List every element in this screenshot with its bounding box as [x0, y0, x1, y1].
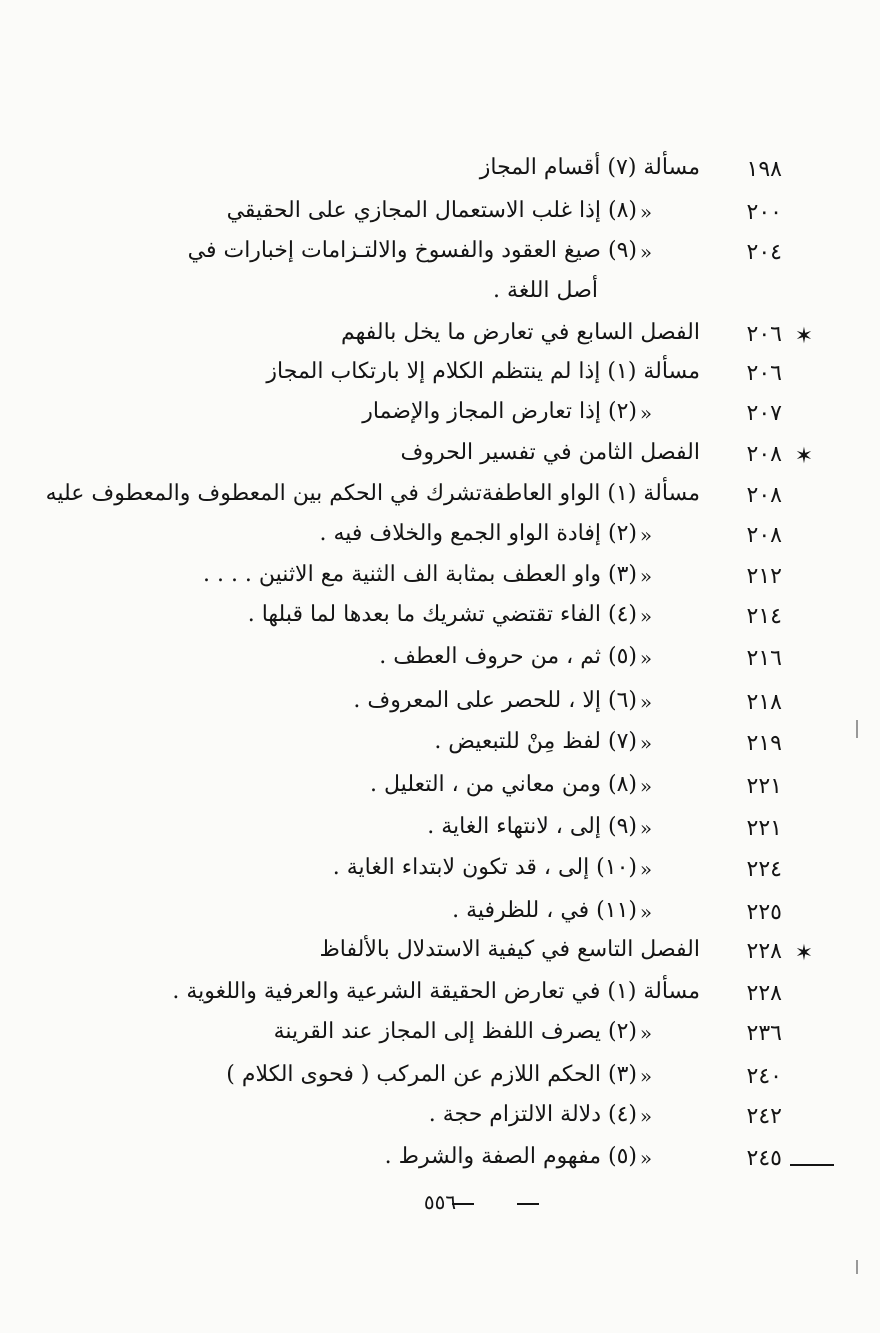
page-ref: ٢١٨	[746, 690, 782, 715]
star-mark-icon: ✶	[794, 444, 814, 469]
toc-row	[0, 278, 880, 320]
page-ref: ١٩٨	[746, 157, 782, 182]
toc-row	[0, 600, 880, 642]
page-ref: ٢٢٥	[746, 900, 782, 925]
ditto-mark: «	[639, 401, 653, 425]
entry-title: (٤) دلالة الالتزام حجة .	[428, 1102, 637, 1127]
toc-row	[0, 397, 880, 439]
toc-row	[0, 1017, 880, 1059]
toc-row	[0, 153, 880, 195]
entry-title: (٢) إفادة الواو الجمع والخلاف فيه .	[319, 521, 637, 546]
page-ref: ٢٤٥	[746, 1146, 782, 1171]
entry-title: (٨) ومن معاني من ، التعليل .	[370, 772, 637, 797]
star-mark-icon: ✶	[794, 941, 814, 966]
page-ref: ٢٠٤	[746, 240, 782, 265]
toc-row	[0, 853, 880, 895]
page-ref: ٢٤٢	[746, 1104, 782, 1129]
page-ref: ٢٢٨	[746, 939, 782, 964]
margin-mark	[856, 1260, 858, 1274]
toc-row	[0, 686, 880, 728]
chapter-title: الفصل التاسع في كيفية الاستدلال بالألفاظ	[319, 937, 700, 962]
margin-mark	[856, 720, 858, 738]
page-ref: ٢٠٨	[746, 442, 782, 467]
toc-row	[0, 519, 880, 561]
ditto-mark: «	[639, 523, 653, 547]
margin-dash-mark	[790, 1164, 834, 1166]
ditto-mark: «	[639, 731, 653, 755]
page-ref: ٢٣٦	[746, 1021, 782, 1046]
footer-rule-right	[517, 1203, 539, 1205]
toc-row	[0, 236, 880, 278]
page-ref: ٢٢٤	[746, 857, 782, 882]
ditto-mark: «	[639, 604, 653, 628]
entry-title: (١٠) إلى ، قد تكون لابتداء الغاية .	[332, 855, 637, 880]
ditto-mark: «	[639, 200, 653, 224]
page-ref: ٢٠٦	[746, 322, 782, 347]
star-mark-icon: ✶	[794, 324, 814, 349]
page-ref: ٢١٢	[746, 564, 782, 589]
entry-title: (٢) يصرف اللفظ إلى المجاز عند القرينة	[273, 1019, 637, 1044]
entry-title: (٤) الفاء تقتضي تشريك ما بعدها لما قبلها .	[247, 602, 637, 627]
entry-title: (٥) ثم ، من حروف العطف .	[379, 644, 637, 669]
page-ref: ٢١٩	[746, 731, 782, 756]
entry-title: (٥) مفهوم الصفة والشرط .	[384, 1144, 637, 1169]
ditto-mark: «	[639, 1064, 653, 1088]
entry-title: (٣) واو العطف بمثابة الف الثنية مع الاثنين . . . .	[202, 562, 637, 587]
entry-title: (٦) إلا ، للحصر على المعروف .	[353, 688, 637, 713]
page-ref: ٢٢١	[746, 816, 782, 841]
toc-row	[0, 1142, 880, 1184]
toc-row	[0, 642, 880, 684]
page-ref: ٢٠٧	[746, 401, 782, 426]
page-ref: ٢٠٦	[746, 361, 782, 386]
entry-title: (٨) إذا غلب الاستعمال المجازي على الحقيقي	[226, 198, 637, 223]
ditto-mark: «	[639, 900, 653, 924]
toc-chapter-row	[0, 438, 880, 480]
chapter-title: الفصل الثامن في تفسير الحروف	[400, 440, 700, 465]
ditto-mark: «	[639, 1104, 653, 1128]
page-ref: ٢٢١	[746, 774, 782, 799]
entry-title: مسألة (١) في تعارض الحقيقة الشرعية والعرفية واللغوية .	[172, 979, 700, 1004]
page-ref: ٢٤٠	[746, 1064, 782, 1089]
page-ref: ٢٢٨	[746, 981, 782, 1006]
ditto-mark: «	[639, 564, 653, 588]
toc-chapter-row	[0, 318, 880, 360]
toc-row	[0, 977, 880, 1019]
entry-title: مسألة (١) إذا لم ينتظم الكلام إلا بارتكاب المجاز	[266, 359, 700, 384]
page-ref: ٢١٦	[746, 646, 782, 671]
toc-row	[0, 727, 880, 769]
entry-title: (٧) لفظ مِنْ للتبعيض .	[434, 729, 637, 754]
entry-title: (١١) في ، للظرفية .	[452, 898, 637, 923]
page-ref: ٢٠٨	[746, 483, 782, 508]
entry-title: (٩) صيغ العقود والفسوخ والالتـزامات إخبارات في	[187, 238, 637, 263]
ditto-mark: «	[639, 240, 653, 264]
toc-row	[0, 812, 880, 854]
entry-continuation: أصل اللغة .	[493, 278, 598, 303]
ditto-mark: «	[639, 857, 653, 881]
toc-row	[0, 479, 880, 521]
chapter-title: الفصل السابع في تعارض ما يخل بالفهم	[340, 320, 700, 345]
ditto-mark: «	[639, 646, 653, 670]
page-ref: ٢٠٨	[746, 523, 782, 548]
entry-title: مسألة (٧) أقسام المجاز	[479, 155, 700, 180]
entry-title: مسألة (١) الواو العاطفةتشرك في الحكم بين المعطوف والمعطوف عليه	[45, 481, 700, 506]
toc-row	[0, 896, 880, 938]
ditto-mark: «	[639, 1146, 653, 1170]
toc-row	[0, 1100, 880, 1142]
toc-row	[0, 1060, 880, 1102]
page-ref: ٢١٤	[746, 604, 782, 629]
page-ref: ٢٠٠	[746, 200, 782, 225]
toc-row	[0, 357, 880, 399]
toc-row	[0, 196, 880, 238]
ditto-mark: «	[639, 774, 653, 798]
page-number: ٥٥٦	[423, 1190, 457, 1214]
entry-title: (٩) إلى ، لانتهاء الغاية .	[427, 814, 637, 839]
entry-title: (٣) الحكم اللازم عن المركب ( فحوى الكلام )	[226, 1062, 637, 1087]
toc-row	[0, 560, 880, 602]
entry-title: (٢) إذا تعارض المجاز والإضمار	[362, 399, 637, 424]
ditto-mark: «	[639, 690, 653, 714]
toc-chapter-row	[0, 935, 880, 977]
ditto-mark: «	[639, 1021, 653, 1045]
ditto-mark: «	[639, 816, 653, 840]
toc-row	[0, 770, 880, 812]
